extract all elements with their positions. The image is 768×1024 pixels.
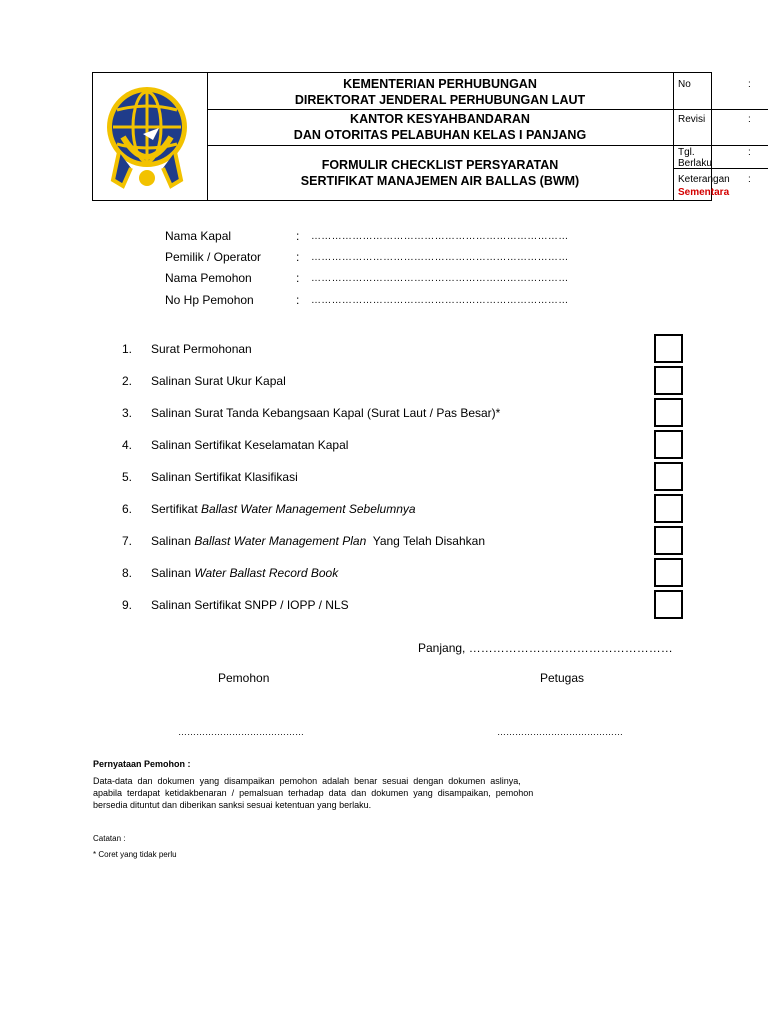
pemohon-signature-field[interactable]: …………………………………… xyxy=(178,727,304,737)
checkbox[interactable] xyxy=(654,558,683,587)
checkbox[interactable] xyxy=(654,366,683,395)
meta-revisi-label: Revisi xyxy=(678,114,706,125)
checkbox[interactable] xyxy=(654,398,683,427)
office-line-1: KANTOR KESYAHBANDARAN xyxy=(350,112,530,126)
checkbox[interactable] xyxy=(654,590,683,619)
form-title xyxy=(207,157,673,189)
nama-kapal-field[interactable]: ………………………………………………………………… xyxy=(311,231,569,242)
notes-title: Catatan : xyxy=(93,834,126,843)
org-line-1: KEMENTERIAN PERHUBUNGAN xyxy=(343,77,537,91)
statement-line: Data-data dan dokumen yang disampaikan pemohon adalah benar sesuai dengan dokumen aslinya, xyxy=(93,776,521,786)
statement-line: bersedia dituntut dan diberikan sanksi sesuai ketentuan yang berlaku. xyxy=(93,800,372,810)
meta-keterangan-label: Keterangan xyxy=(678,174,730,185)
petugas-label: Petugas xyxy=(540,671,585,685)
pemohon-label: Pemohon xyxy=(218,671,270,685)
ministry-logo xyxy=(103,82,193,192)
field-label: Nama Pemohon xyxy=(165,271,252,285)
meta-no-label: No xyxy=(678,79,691,90)
org-name xyxy=(207,76,673,108)
status-badge: Sementara xyxy=(678,187,730,198)
header-table xyxy=(92,72,751,201)
statement-title: Pernyataan Pemohon : xyxy=(93,759,191,769)
no-hp-pemohon-field[interactable]: ………………………………………………………………… xyxy=(311,295,569,306)
place-date[interactable]: Panjang, …………………………………………… xyxy=(418,641,673,655)
field-label: No Hp Pemohon xyxy=(165,293,254,307)
checkbox[interactable] xyxy=(654,526,683,555)
pemilik-operator-field[interactable]: ………………………………………………………………… xyxy=(311,252,569,263)
notes-line: * Coret yang tidak perlu xyxy=(93,850,177,859)
logo-cell xyxy=(93,73,208,200)
nama-pemohon-field[interactable]: ………………………………………………………………… xyxy=(311,273,569,284)
form-title-line-2: SERTIFIKAT MANAJEMEN AIR BALLAS (BWM) xyxy=(300,174,580,188)
title-cell xyxy=(207,73,674,200)
checkbox[interactable] xyxy=(654,462,683,491)
checkbox[interactable] xyxy=(654,430,683,459)
meta-cell: No : Revisi : Tgl. Berlaku : Keterangan : Sementara xyxy=(673,73,711,200)
checkbox[interactable] xyxy=(654,494,683,523)
office-line-2: DAN OTORITAS PELABUHAN KELAS I PANJANG xyxy=(293,128,587,142)
form-title-line-1: FORMULIR CHECKLIST PERSYARATAN xyxy=(321,158,559,172)
field-label: Pemilik / Operator xyxy=(165,250,262,264)
field-label: Nama Kapal xyxy=(165,229,232,243)
statement-line: apabila terdapat ketidakbenaran / pemalsuan terhadap data dan dokumen yang disampaikan, pemohon xyxy=(93,788,534,798)
petugas-signature-field[interactable]: …………………………………… xyxy=(497,727,623,737)
meta-tgl-label: Tgl. Berlaku xyxy=(678,147,712,169)
office-name xyxy=(207,111,673,143)
org-line-2: DIREKTORAT JENDERAL PERHUBUNGAN LAUT xyxy=(294,93,586,107)
checkbox[interactable] xyxy=(654,334,683,363)
